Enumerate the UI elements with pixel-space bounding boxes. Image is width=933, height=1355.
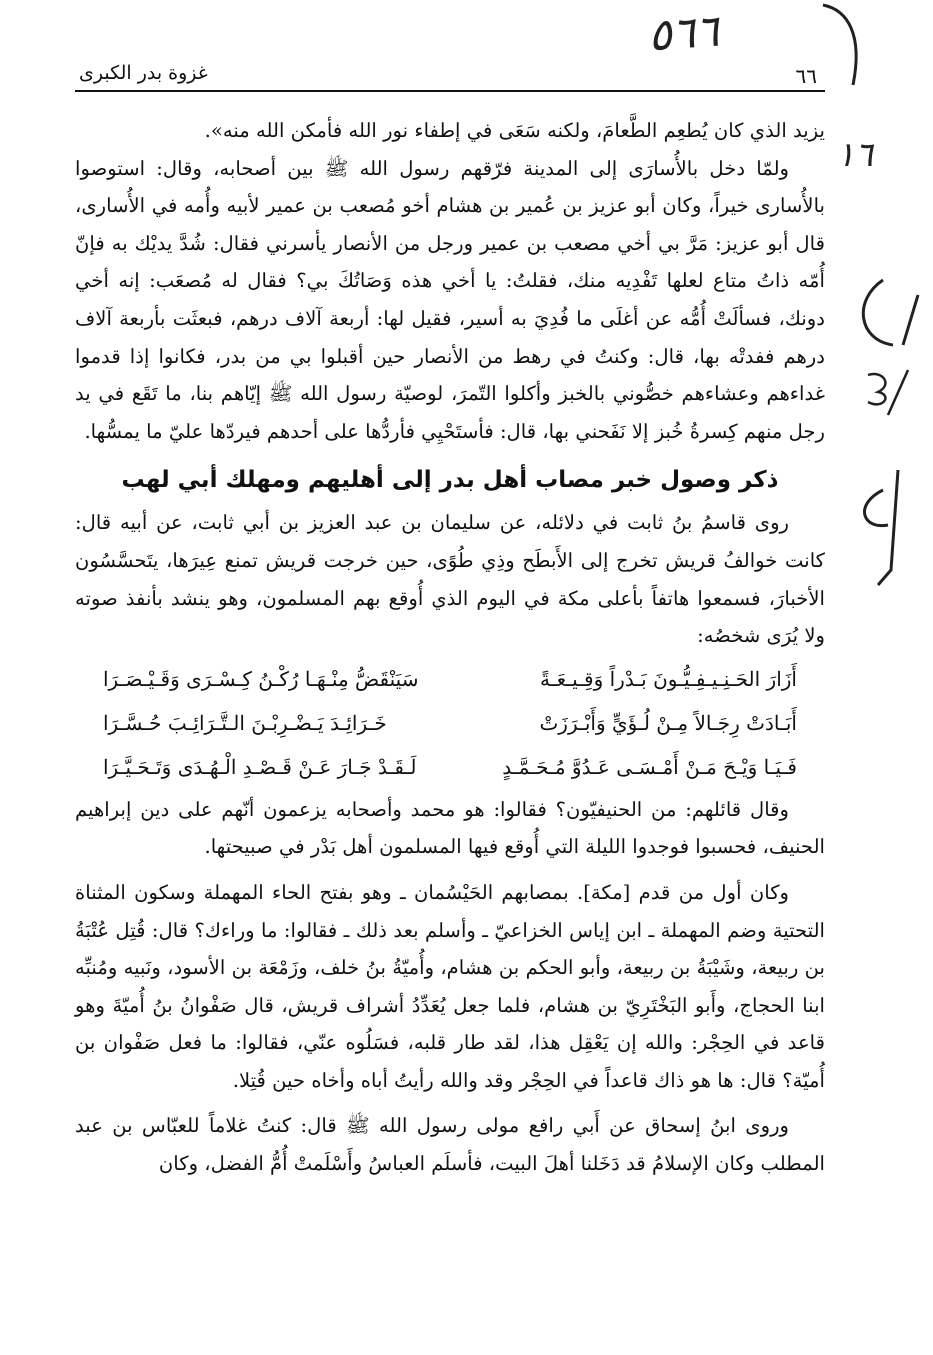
paragraph: وقال قائلهم: من الحنيفيّون؟ فقالوا: هو محمد وأصحابه يزعمون أنّهم على دين إبراهيم الحنيف، فحسبوا فوجدوا الليلة التي أُوقع فيها المسلمون أهل بَدْر في صبيحتها. [75,797,825,859]
page-header [75,40,825,92]
document-body [75,112,825,1183]
poem [75,657,825,789]
poem-verse [75,701,825,745]
section-heading: ذكر وصول خبر مصاب أهل بدر إلى أهليهم ومهلك أبي لهب [121,467,779,494]
verse-second-hemistich: لَـقَـدْ جَـارَ عَـنْ قَـصْـدِ الْـهُـدَى وَتَـحَـيَّـرَا [103,754,417,779]
verse-second-hemistich: خَـرَائِـدَ يَـضْـرِبْـنَ الـتَّـرَائِـبَ حُـسَّـرَا [103,710,387,735]
page-number: ٦٦ [795,64,817,88]
poem-verse [75,657,825,701]
paragraph: وروى ابنُ إسحاق عن أَبي رافع مولى رسول الله ﷺ قال: كنتُ غلاماً للعبّاس بن عبد المطلب وكان الإسلامُ قد دَخَلنا أهلَ البيت، فأسلَم العباسُ وأَسْلَمتْ أُمُّ الفضل، وكان [75,1114,825,1176]
margin-handwritten-number: ١٦ [836,135,873,175]
margin-handwritten-marks [823,130,933,610]
paragraph: روى قاسمُ بنُ ثابت في دلائله، عن سليمان بن عبد العزيز بن أبي ثابت، عن أبيه قال: كانت خوالفُ قريش تخرج إلى الأَبطَح وذِي طُوًى، حين خرجت قريش تمنع عِيرَها، يتَحسَّسُون الأخبارَ، فسمعوا هاتفاً بأعلى مكة في اليوم الذي أُوقع بهم المسلمون، وهو ينشد بأنفذ صوته ولا يُرَى شخصُه: [75,511,825,648]
handwritten-page-number: ٥٦٦ [646,5,721,62]
paragraph: وكان أول من قدم [مكة]. بمصابهم الحَيْسُمان ـ وهو بفتح الحاء المهملة وسكون المثناة التحتية وضم المهملة ـ ابن إياس الخزاعيّ ـ وأسلم بعد ذلك ـ فقالوا: ما وراءك؟ قال: قُتِل عُتْبَةُ بن ربيعة، وشَيْبَةُ بن ربيعة، وأبو الحكم بن هشام، وأُميّةُ بنُ خلف، وزَمْعَة بن الأسود، ونَبيه ومُنبِّه ابنا الحجاج، وأَبو البَخْتَرِيّ بن هشام، فلما جعل يُعَدِّدُ أشراف قريش، قال صَفْوانُ بنُ أُميّةَ وهو قاعد في الحِجْر: والله إن يَعْقِل هذا، لقد طار قلبه، فسَلُوه عنّي، فقالوا: ما فعل صَفْوان بن أُميّة؟ قال: ها هو ذاك قاعداً في الحِجْر وقد والله رأيتُ أباه وأخاه حين قُتِلا. [75,880,825,1092]
paragraph: يزيد الذي كان يُطعِم الطَّعامَ، ولكنه سَعَى في إطفاء نور الله فأمكن الله منه». [204,119,825,142]
verse-first-hemistich: أَبَـادَتْ رِجَـالاً مِـنْ لُـؤَيٍّ وَأَبْـرَزَتْ [539,710,797,735]
running-title: غزوة بدر الكبرى [79,62,208,84]
header-rule [75,90,825,92]
paragraph: ولمّا دخل بالأُسارَى إلى المدينة فرّقهم رسول الله ﷺ بين أصحابه، وقال: استوصوا بالأُسارى خيراً، وكان أبو عزيز بن عُمير بن هشام أخو مُصعب بن عمير لأبيه وأُمه في الأُسارى، قال أبو عزيز: مَرَّ بي أخي مصعب بن عمير ورجل من الأنصار يأسرني فقال: شُدَّ يديْك به فإنّ أُمّه ذاتُ متاع لعلها تَفْدِيه منك، فقلتُ: يا أخي هذه وَصَاتُكَ بي؟ فقال له مُصعَب: إنه أخي دونك، فسألَتْ أُمُّه عن أغلَى ما فُدِيَ به أسير، فقيل لها: أربعة آلاف درهم، فبعثَت بأربعة آلاف درهم ففدتْه بها، قال: وكنتُ في رهط من الأنصار حين أقبلوا بي من بدر، فكانوا إذا قدموا غداءهم وعشاءهم خصُّوني بالخبز وأكلوا التّمرَ، لوصيّة رسول الله ﷺ إيّاهم بنا، ما تَقَع في يد رجل منهم كِسرةُ خُبز إلا نَفَحني بها، قال: فأستَحْيِي فأردُّها على أحدهم فيردّها عليّ ما يمسُّها. [75,156,826,443]
verse-first-hemistich: فَـيَـا وَيْـحَ مَـنْ أَمْـسَـى عَـدُوَّ مُـحَـمَّـدٍ [502,754,797,779]
verse-first-hemistich: أَزَارَ الحَـنِـيـفِـيُّـونَ بَـدْراً وَقِـيـعَـةً [540,666,797,691]
poem-verse [75,745,825,789]
verse-second-hemistich: سَيَنْقَضُّ مِنْـهَـا رُكْـنُ كِـسْـرَى وَقَـيْـصَـرَا [103,666,419,691]
